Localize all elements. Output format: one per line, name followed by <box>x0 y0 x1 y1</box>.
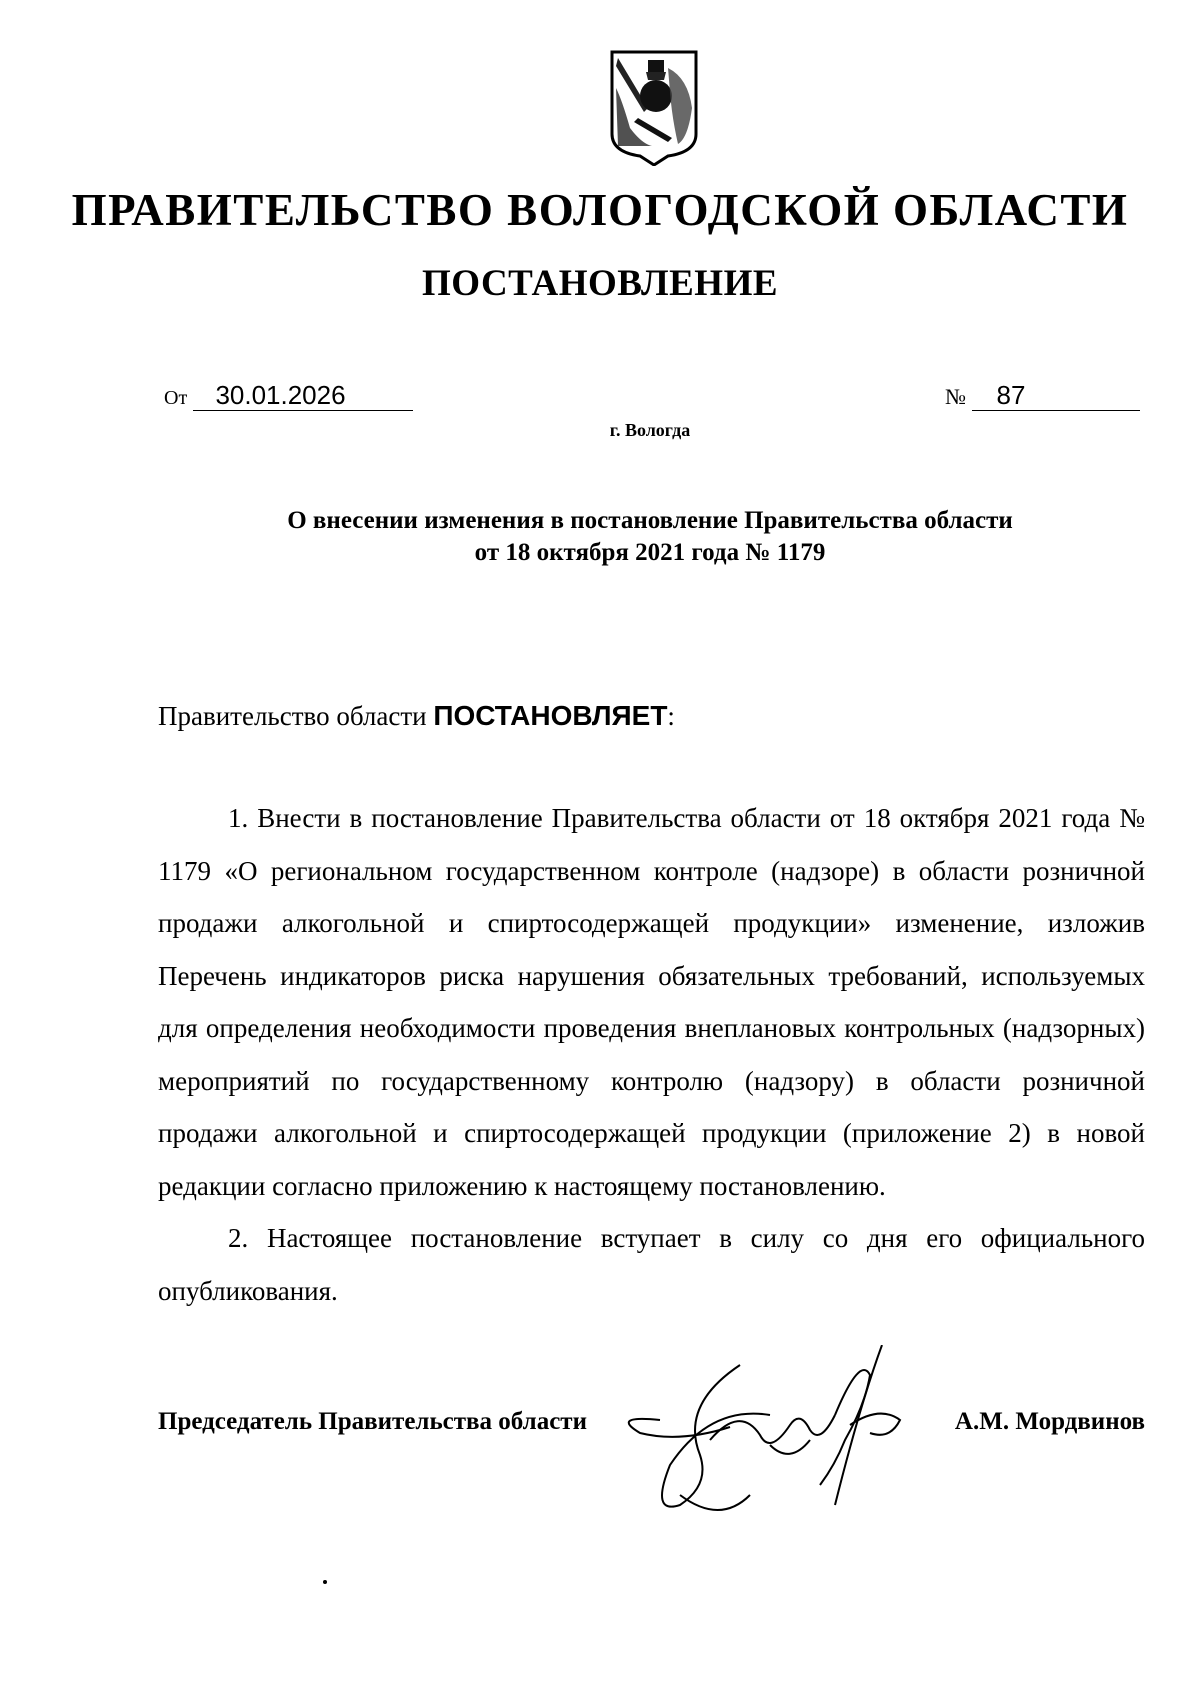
document-subject <box>150 505 1150 569</box>
document-body <box>158 792 1145 1317</box>
number-value: 87 <box>972 380 1140 411</box>
paragraph-2: 2. Настоящее постановление вступает в силу со дня его официального опубликования. <box>158 1223 1145 1306</box>
handwritten-signature <box>620 1345 960 1535</box>
organization-title: ПРАВИТЕЛЬСТВО ВОЛОГОДСКОЙ ОБЛАСТИ <box>71 185 1129 235</box>
coat-of-arms-icon <box>608 48 700 166</box>
signature-block <box>158 1408 1145 1436</box>
preamble <box>158 700 675 732</box>
paragraph-1: 1. Внести в постановление Правительства области от 18 октября 2021 года № 1179 «О региональном государственном контроле (надзоре) в области розничной продажи алкогольной и спиртосодержащей продукции» изменение, изложив Перечень индикаторов риска нарушения обязательных требований, используемых для определения необходимости проведения внеплановых контрольных (надзорных) мероприятий по государственному контролю (надзору) в области розничной продажи алкогольной и спиртосодержащей продукции (приложение 2) в новой редакции согласно приложению к настоящему постановлению. <box>158 803 1145 1201</box>
subject-line-2: от 18 октября 2021 года № 1179 <box>474 539 826 566</box>
preamble-emphasis: ПОСТАНОВЛЯЕТ <box>433 700 668 731</box>
subject-line-1: О внесении изменения в постановление Правительства области <box>287 507 1013 534</box>
date-field <box>164 380 413 411</box>
number-field <box>945 380 1140 411</box>
city: г. Вологда <box>609 420 691 440</box>
preamble-suffix: : <box>667 701 675 731</box>
stray-dot <box>323 1580 327 1584</box>
document-type: ПОСТАНОВЛЕНИЕ <box>421 263 779 304</box>
signatory-name: А.М. Мордвинов <box>954 1408 1145 1435</box>
preamble-text: Правительство области <box>158 701 434 731</box>
number-label: № <box>945 384 966 409</box>
date-label: От <box>164 387 188 409</box>
signatory-position: Председатель Правительства области <box>158 1408 587 1435</box>
date-value: 30.01.2026 <box>193 380 413 411</box>
